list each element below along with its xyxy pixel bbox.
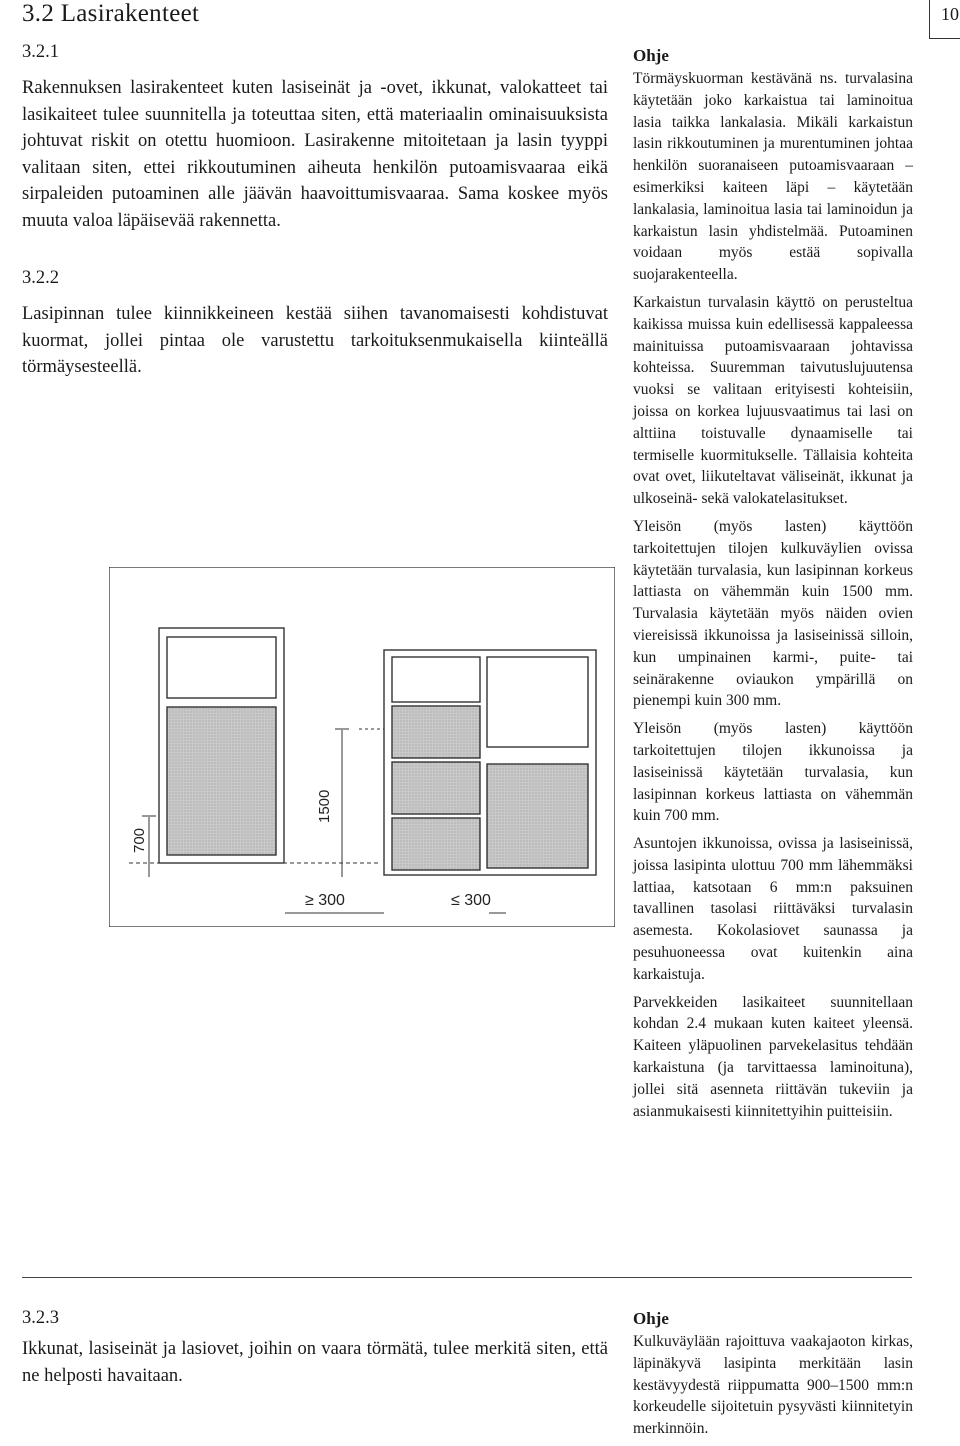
guidance-paragraph: Parvekkeiden lasikaiteet suunnitellaan kohdan 2.4 mukaan kuten kaiteet yleensä. Kaiteen yläpuolinen parvekelasitus tehdään karkaistuna (ja tarvittaessa laminoituna), jollei sitä asenneta riittävän tukeviin ja asianmukaisesti kiinnitettyihin puitteisiin.	[633, 993, 913, 1120]
glazing-diagram	[109, 567, 615, 927]
section-3-2-1	[22, 39, 608, 234]
safety-glass-pane	[167, 707, 276, 855]
dim-1500-label: 1500	[316, 789, 333, 823]
guidance-column-bottom	[633, 1307, 913, 1446]
section-divider	[22, 1277, 912, 1278]
section-text: Ikkunat, lasiseinät ja lasiovet, joihin on vaara törmätä, tulee merkitä siten, että ne helposti havaitaan.	[22, 1339, 608, 1386]
section-title: 3.2 Lasirakenteet	[22, 0, 200, 27]
dim-le-300-label: ≤ 300	[451, 892, 491, 909]
page-number-border	[929, 0, 930, 38]
section-3-2-2	[22, 265, 608, 381]
guidance-paragraph: Asuntojen ikkunoissa, ovissa ja lasiseinissä, joissa lasipinta ulottuu 700 mm lähemmäksi lattiaa, katsotaan 6 mm:n paksuinen tavallinen tasolasi riittäväksi turvalasin asemesta. Kokolasiovet saunassa ja pesuhuoneessa ovat kuitenkin aina karkaistuja.	[633, 835, 913, 983]
section-number: 3.2.1	[22, 42, 59, 62]
section-3-2-3	[22, 1305, 608, 1389]
page-number-border-bottom	[929, 38, 960, 39]
section-text: Lasipinnan tulee kiinnikkeineen kestää siihen tavanomaisesti kohdistuvat kuormat, jollei pintaa ole varustettu tarkoituksenmukaisella kiinteällä törmäysesteellä.	[22, 304, 608, 377]
page-number: 10	[941, 4, 959, 24]
guidance-paragraph: Karkaistun turvalasin käyttö on perusteltua kaikissa muissa kuin edellisessä kappaleessa mainituissa putoamisvaaraan johtavissa kohteissa. Suuremman taivutuslujuutensa vuoksi se valitaan erityisesti kohteisiin, joissa on korkea lujuusvaatimus tai lasi on alttiina toistuvalle dynaamiselle tai termiselle kuormitukselle. Tällaisia kohteita ovat ovet, liikuteltavat väliseinät, ikkunat ja ulkoseinä- sekä valokatelasitukset.	[633, 293, 913, 508]
guidance-paragraph: Yleisön (myös lasten) käyttöön tarkoitettujen tilojen kulkuväylien ovissa käytetään turvalasia, kun lasipinnan korkeus lattiasta on vähemmän kuin 1500 mm. Turvalasia käytetään myös näiden ovien viereisissä ikkunoissa ja lasiseinissä silloin, kun umpinainen karmi-, puite- tai seinärakenne oviaukon ympärillä on pienempi kuin 300 mm.	[633, 517, 913, 710]
guidance-heading: Ohje	[633, 1309, 669, 1328]
guidance-column	[633, 44, 913, 1128]
section-text: Rakennuksen lasirakenteet kuten lasiseinät ja -ovet, ikkunat, valokatteet tai lasikaiteet tulee suunnitella ja toteuttaa siten, että materiaalin ominaisuuksista johtuvat riskit on otettu huomioon. Lasirakenne mitoitetaan ja lasin tyyppi valitaan siten, ettei rikkoutuminen aiheuta henkilön putoamisvaaraa eikä sirpaleiden putoaminen alle jäävän haavoittumisvaaraa. Sama koskee myös muuta valoa läpäisevää rakennetta.	[22, 78, 608, 231]
dim-700-label: 700	[131, 827, 148, 853]
guidance-heading: Ohje	[633, 46, 669, 65]
section-number: 3.2.2	[22, 268, 59, 288]
guidance-paragraph: Kulkuväylään rajoittuva vaakajaoton kirkas, läpinäkyvä lasipinta merkitään lasin kestävyydestä riippumatta 900–1500 mm:n korkeudelle sijoitetuin pysyvästi kiinnitetyin merkinnöin.	[633, 1333, 913, 1438]
section-number: 3.2.3	[22, 1308, 59, 1328]
guidance-paragraph: Törmäyskuorman kestävänä ns. turvalasina käytetään joko karkaistua tai laminoitua lasia taikka lankalasia. Mikäli karkaistun lasin rikkoutuminen ja murentuminen johtaa henkilön suoranaiseen putoamisvaaraan – esimerkiksi kaiteen läpi – käytetään lankalasia, laminoitua lasia tai laminoidun ja karkaistun lasin yhdistelmää. Putoaminen voidaan myös estää sopivalla suojarakenteella.	[633, 70, 913, 284]
dim-ge-300-label: ≥ 300	[305, 892, 345, 909]
glazing-diagram-svg	[109, 567, 615, 927]
guidance-paragraph: Yleisön (myös lasten) käyttöön tarkoitettujen tilojen ikkunoissa ja lasiseinissä käytetään turvalasia, kun lasipinnan korkeus lattiasta on vähemmän kuin 700 mm.	[633, 720, 913, 825]
